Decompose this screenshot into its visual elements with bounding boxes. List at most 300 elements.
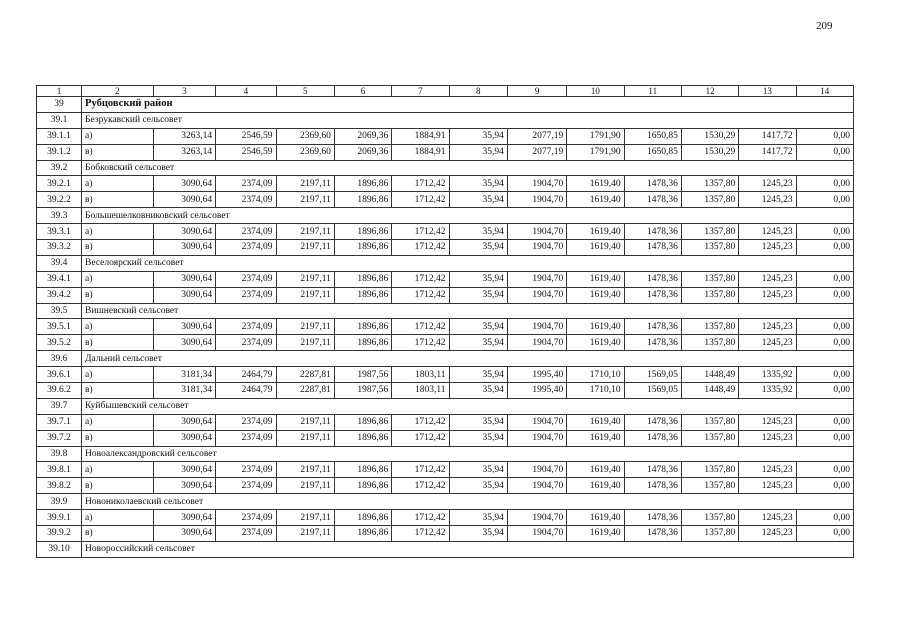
- row-code: 39.8: [37, 446, 82, 462]
- value-cell: 2197,11: [276, 224, 334, 240]
- value-cell: 0,00: [796, 224, 853, 240]
- value-cell: 1710,10: [567, 367, 624, 383]
- value-cell: 1357,80: [681, 335, 738, 351]
- value-cell: 1803,11: [392, 367, 449, 383]
- value-cell: 2197,11: [276, 319, 334, 335]
- value-cell: 1478,36: [624, 430, 681, 446]
- value-cell: 2464,79: [216, 383, 276, 399]
- value-cell: 2197,11: [276, 287, 334, 303]
- value-cell: 35,94: [449, 287, 507, 303]
- column-number-cell: 5: [276, 86, 334, 97]
- value-cell: 2546,59: [216, 128, 276, 144]
- value-cell: 1569,05: [624, 383, 681, 399]
- value-cell: 35,94: [449, 478, 507, 494]
- value-cell: 2369,60: [276, 128, 334, 144]
- value-cell: 1478,36: [624, 478, 681, 494]
- value-cell: 1712,42: [392, 192, 449, 208]
- table-row: [37, 510, 854, 526]
- value-cell: 1896,86: [334, 192, 391, 208]
- value-cell: 0,00: [796, 510, 853, 526]
- table-row: [37, 144, 854, 160]
- value-cell: 3090,64: [153, 462, 215, 478]
- value-cell: 2374,09: [216, 510, 276, 526]
- table-row: [37, 224, 854, 240]
- value-cell: 1478,36: [624, 414, 681, 430]
- value-cell: 3090,64: [153, 526, 215, 542]
- value-cell: 3090,64: [153, 271, 215, 287]
- value-cell: 1335,92: [739, 383, 796, 399]
- value-cell: 1478,36: [624, 526, 681, 542]
- value-cell: 1448,49: [681, 383, 738, 399]
- value-cell: 2287,81: [276, 367, 334, 383]
- value-cell: 1712,42: [392, 335, 449, 351]
- tariff-table: [36, 85, 854, 558]
- value-cell: 1245,23: [739, 271, 796, 287]
- row-label: в): [82, 526, 154, 542]
- value-cell: 1245,23: [739, 319, 796, 335]
- value-cell: 1884,91: [392, 128, 449, 144]
- column-number-cell: 8: [449, 86, 507, 97]
- value-cell: 3090,64: [153, 510, 215, 526]
- value-cell: 3263,14: [153, 144, 215, 160]
- table-row: [37, 430, 854, 446]
- value-cell: 1478,36: [624, 335, 681, 351]
- value-cell: 1619,40: [567, 335, 624, 351]
- value-cell: 2374,09: [216, 319, 276, 335]
- value-cell: 1619,40: [567, 271, 624, 287]
- section-row: [37, 446, 854, 462]
- value-cell: 3090,64: [153, 224, 215, 240]
- row-code: 39.1.2: [37, 144, 82, 160]
- value-cell: 2197,11: [276, 271, 334, 287]
- row-code: 39: [37, 97, 82, 113]
- row-label: а): [82, 510, 154, 526]
- value-cell: 35,94: [449, 271, 507, 287]
- section-name: Бобковский сельсовет: [82, 160, 854, 176]
- value-cell: 35,94: [449, 319, 507, 335]
- value-cell: 1710,10: [567, 383, 624, 399]
- column-number-cell: 4: [216, 86, 276, 97]
- value-cell: 35,94: [449, 176, 507, 192]
- row-code: 39.2.2: [37, 192, 82, 208]
- value-cell: 1357,80: [681, 478, 738, 494]
- row-code: 39.4.2: [37, 287, 82, 303]
- value-cell: 1357,80: [681, 176, 738, 192]
- value-cell: 1650,85: [624, 144, 681, 160]
- value-cell: 1712,42: [392, 271, 449, 287]
- value-cell: 1530,29: [681, 128, 738, 144]
- value-cell: 1650,85: [624, 128, 681, 144]
- column-number-cell: 11: [624, 86, 681, 97]
- value-cell: 1712,42: [392, 478, 449, 494]
- value-cell: 1357,80: [681, 319, 738, 335]
- column-number-cell: 9: [507, 86, 566, 97]
- value-cell: 2374,09: [216, 526, 276, 542]
- value-cell: 1904,70: [507, 224, 566, 240]
- value-cell: 1357,80: [681, 526, 738, 542]
- value-cell: 1619,40: [567, 176, 624, 192]
- value-cell: 35,94: [449, 526, 507, 542]
- row-code: 39.5.1: [37, 319, 82, 335]
- value-cell: 2197,11: [276, 462, 334, 478]
- table-row: [37, 287, 854, 303]
- value-cell: 0,00: [796, 176, 853, 192]
- value-cell: 3090,64: [153, 414, 215, 430]
- value-cell: 1791,90: [567, 128, 624, 144]
- value-cell: 1619,40: [567, 478, 624, 494]
- row-code: 39.8.2: [37, 478, 82, 494]
- row-label: в): [82, 430, 154, 446]
- row-code: 39.5.2: [37, 335, 82, 351]
- value-cell: 0,00: [796, 526, 853, 542]
- section-name: Большешелковниковский сельсовет: [82, 208, 854, 224]
- row-code: 39.6: [37, 351, 82, 367]
- row-code: 39.8.1: [37, 462, 82, 478]
- value-cell: 1357,80: [681, 240, 738, 256]
- row-code: 39.9.2: [37, 526, 82, 542]
- value-cell: 1896,86: [334, 240, 391, 256]
- value-cell: 1619,40: [567, 462, 624, 478]
- section-row: [37, 494, 854, 510]
- value-cell: 1357,80: [681, 430, 738, 446]
- value-cell: 3090,64: [153, 176, 215, 192]
- column-number-row: [37, 86, 854, 97]
- value-cell: 2464,79: [216, 367, 276, 383]
- value-cell: 1904,70: [507, 271, 566, 287]
- value-cell: 1791,90: [567, 144, 624, 160]
- value-cell: 1619,40: [567, 319, 624, 335]
- value-cell: 1904,70: [507, 430, 566, 446]
- value-cell: 1712,42: [392, 510, 449, 526]
- table-row: [37, 478, 854, 494]
- row-label: а): [82, 176, 154, 192]
- value-cell: 1712,42: [392, 224, 449, 240]
- value-cell: 1619,40: [567, 287, 624, 303]
- value-cell: 35,94: [449, 383, 507, 399]
- value-cell: 2077,19: [507, 128, 566, 144]
- row-code: 39.4.1: [37, 271, 82, 287]
- row-code: 39.7.1: [37, 414, 82, 430]
- row-code: 39.3: [37, 208, 82, 224]
- value-cell: 1904,70: [507, 526, 566, 542]
- value-cell: 0,00: [796, 335, 853, 351]
- value-cell: 2197,11: [276, 192, 334, 208]
- value-cell: 1904,70: [507, 192, 566, 208]
- value-cell: 1245,23: [739, 240, 796, 256]
- value-cell: 2197,11: [276, 414, 334, 430]
- value-cell: 1357,80: [681, 414, 738, 430]
- value-cell: 0,00: [796, 462, 853, 478]
- value-cell: 1712,42: [392, 462, 449, 478]
- column-number-cell: 10: [567, 86, 624, 97]
- section-row: [37, 351, 854, 367]
- section-name: Новороссийский сельсовет: [82, 541, 854, 557]
- column-number-cell: 6: [334, 86, 391, 97]
- district-row: [37, 97, 854, 113]
- value-cell: 3090,64: [153, 287, 215, 303]
- value-cell: 0,00: [796, 367, 853, 383]
- value-cell: 1357,80: [681, 462, 738, 478]
- row-label: а): [82, 462, 154, 478]
- value-cell: 1712,42: [392, 240, 449, 256]
- table-row: [37, 319, 854, 335]
- value-cell: 35,94: [449, 240, 507, 256]
- value-cell: 35,94: [449, 128, 507, 144]
- row-label: в): [82, 478, 154, 494]
- column-number-cell: 13: [739, 86, 796, 97]
- section-name: Вишневский сельсовет: [82, 303, 854, 319]
- table-row: [37, 176, 854, 192]
- value-cell: 0,00: [796, 271, 853, 287]
- value-cell: 0,00: [796, 240, 853, 256]
- section-name: Новониколаевский сельсовет: [82, 494, 854, 510]
- value-cell: 1619,40: [567, 240, 624, 256]
- column-number-cell: 2: [82, 86, 154, 97]
- value-cell: 1478,36: [624, 462, 681, 478]
- value-cell: 2197,11: [276, 335, 334, 351]
- row-code: 39.2.1: [37, 176, 82, 192]
- value-cell: 1987,56: [334, 367, 391, 383]
- value-cell: 35,94: [449, 462, 507, 478]
- value-cell: 35,94: [449, 510, 507, 526]
- section-row: [37, 398, 854, 414]
- value-cell: 2197,11: [276, 176, 334, 192]
- value-cell: 1896,86: [334, 224, 391, 240]
- value-cell: 3090,64: [153, 192, 215, 208]
- value-cell: 3181,34: [153, 367, 215, 383]
- table-row: [37, 462, 854, 478]
- table-row: [37, 335, 854, 351]
- value-cell: 35,94: [449, 367, 507, 383]
- value-cell: 1896,86: [334, 335, 391, 351]
- value-cell: 1712,42: [392, 414, 449, 430]
- value-cell: 1904,70: [507, 510, 566, 526]
- value-cell: 1478,36: [624, 287, 681, 303]
- page-number: 209: [816, 20, 833, 32]
- value-cell: 1245,23: [739, 176, 796, 192]
- value-cell: 1896,86: [334, 430, 391, 446]
- value-cell: 1478,36: [624, 240, 681, 256]
- value-cell: 1245,23: [739, 287, 796, 303]
- value-cell: 1987,56: [334, 383, 391, 399]
- value-cell: 1712,42: [392, 526, 449, 542]
- value-cell: 1904,70: [507, 335, 566, 351]
- column-number-cell: 1: [37, 86, 82, 97]
- value-cell: 1357,80: [681, 510, 738, 526]
- row-label: в): [82, 144, 154, 160]
- value-cell: 0,00: [796, 478, 853, 494]
- row-code: 39.6.2: [37, 383, 82, 399]
- row-code: 39.4: [37, 255, 82, 271]
- row-code: 39.1.1: [37, 128, 82, 144]
- section-row: [37, 160, 854, 176]
- value-cell: 35,94: [449, 144, 507, 160]
- table-row: [37, 367, 854, 383]
- value-cell: 1619,40: [567, 510, 624, 526]
- value-cell: 1904,70: [507, 287, 566, 303]
- value-cell: 1904,70: [507, 176, 566, 192]
- value-cell: 0,00: [796, 144, 853, 160]
- value-cell: 1245,23: [739, 510, 796, 526]
- value-cell: 1245,23: [739, 462, 796, 478]
- value-cell: 1619,40: [567, 430, 624, 446]
- column-number-cell: 12: [681, 86, 738, 97]
- row-code: 39.2: [37, 160, 82, 176]
- row-code: 39.7: [37, 398, 82, 414]
- row-label: а): [82, 367, 154, 383]
- value-cell: 0,00: [796, 430, 853, 446]
- value-cell: 1896,86: [334, 414, 391, 430]
- value-cell: 2197,11: [276, 478, 334, 494]
- value-cell: 1619,40: [567, 192, 624, 208]
- row-label: в): [82, 240, 154, 256]
- row-code: 39.6.1: [37, 367, 82, 383]
- value-cell: 2374,09: [216, 287, 276, 303]
- value-cell: 2374,09: [216, 176, 276, 192]
- value-cell: 1896,86: [334, 176, 391, 192]
- value-cell: 35,94: [449, 414, 507, 430]
- value-cell: 1245,23: [739, 526, 796, 542]
- value-cell: 2374,09: [216, 271, 276, 287]
- value-cell: 1478,36: [624, 510, 681, 526]
- value-cell: 1712,42: [392, 319, 449, 335]
- value-cell: 2197,11: [276, 240, 334, 256]
- section-name: Куйбышевский сельсовет: [82, 398, 854, 414]
- value-cell: 1417,72: [739, 128, 796, 144]
- value-cell: 3090,64: [153, 430, 215, 446]
- value-cell: 1448,49: [681, 367, 738, 383]
- value-cell: 3181,34: [153, 383, 215, 399]
- value-cell: 1619,40: [567, 414, 624, 430]
- table-row: [37, 414, 854, 430]
- value-cell: 1245,23: [739, 478, 796, 494]
- row-label: в): [82, 335, 154, 351]
- value-cell: 1904,70: [507, 478, 566, 494]
- value-cell: 0,00: [796, 128, 853, 144]
- value-cell: 2197,11: [276, 430, 334, 446]
- section-row: [37, 112, 854, 128]
- value-cell: 2374,09: [216, 478, 276, 494]
- value-cell: 3090,64: [153, 319, 215, 335]
- row-label: а): [82, 271, 154, 287]
- value-cell: 1896,86: [334, 526, 391, 542]
- value-cell: 1245,23: [739, 335, 796, 351]
- value-cell: 1245,23: [739, 224, 796, 240]
- value-cell: 1712,42: [392, 176, 449, 192]
- value-cell: 3090,64: [153, 335, 215, 351]
- value-cell: 0,00: [796, 287, 853, 303]
- value-cell: 1619,40: [567, 224, 624, 240]
- value-cell: 2374,09: [216, 192, 276, 208]
- section-row: [37, 541, 854, 557]
- value-cell: 0,00: [796, 414, 853, 430]
- value-cell: 2069,36: [334, 128, 391, 144]
- row-label: а): [82, 414, 154, 430]
- row-label: а): [82, 319, 154, 335]
- value-cell: 1478,36: [624, 319, 681, 335]
- value-cell: 1896,86: [334, 510, 391, 526]
- value-cell: 1896,86: [334, 271, 391, 287]
- value-cell: 1357,80: [681, 192, 738, 208]
- value-cell: 1357,80: [681, 224, 738, 240]
- value-cell: 2197,11: [276, 526, 334, 542]
- value-cell: 2374,09: [216, 240, 276, 256]
- value-cell: 2374,09: [216, 462, 276, 478]
- row-label: в): [82, 192, 154, 208]
- section-name: Веселоярский сельсовет: [82, 255, 854, 271]
- section-row: [37, 255, 854, 271]
- value-cell: 2287,81: [276, 383, 334, 399]
- value-cell: 1995,40: [507, 383, 566, 399]
- value-cell: 1357,80: [681, 287, 738, 303]
- value-cell: 1357,80: [681, 271, 738, 287]
- value-cell: 1478,36: [624, 192, 681, 208]
- section-name: Новоалександровский сельсовет: [82, 446, 854, 462]
- value-cell: 1904,70: [507, 462, 566, 478]
- column-number-cell: 7: [392, 86, 449, 97]
- section-name: Безрукавский сельсовет: [82, 112, 854, 128]
- value-cell: 1478,36: [624, 271, 681, 287]
- value-cell: 1884,91: [392, 144, 449, 160]
- value-cell: 3090,64: [153, 478, 215, 494]
- value-cell: 2374,09: [216, 414, 276, 430]
- value-cell: 1478,36: [624, 176, 681, 192]
- value-cell: 35,94: [449, 224, 507, 240]
- table-row: [37, 192, 854, 208]
- row-label: в): [82, 383, 154, 399]
- value-cell: 1896,86: [334, 319, 391, 335]
- row-code: 39.1: [37, 112, 82, 128]
- value-cell: 1712,42: [392, 287, 449, 303]
- row-code: 39.7.2: [37, 430, 82, 446]
- value-cell: 0,00: [796, 319, 853, 335]
- value-cell: 2546,59: [216, 144, 276, 160]
- value-cell: 0,00: [796, 383, 853, 399]
- value-cell: 1245,23: [739, 430, 796, 446]
- row-label: а): [82, 128, 154, 144]
- value-cell: 1530,29: [681, 144, 738, 160]
- value-cell: 1245,23: [739, 414, 796, 430]
- row-code: 39.9.1: [37, 510, 82, 526]
- value-cell: 3263,14: [153, 128, 215, 144]
- value-cell: 35,94: [449, 430, 507, 446]
- value-cell: 3090,64: [153, 240, 215, 256]
- value-cell: 2077,19: [507, 144, 566, 160]
- section-row: [37, 303, 854, 319]
- value-cell: 1245,23: [739, 192, 796, 208]
- value-cell: 1619,40: [567, 526, 624, 542]
- value-cell: 1995,40: [507, 367, 566, 383]
- value-cell: 1803,11: [392, 383, 449, 399]
- column-number-cell: 3: [153, 86, 215, 97]
- value-cell: 2197,11: [276, 510, 334, 526]
- column-number-cell: 14: [796, 86, 853, 97]
- value-cell: 1896,86: [334, 478, 391, 494]
- value-cell: 1904,70: [507, 414, 566, 430]
- value-cell: 2374,09: [216, 430, 276, 446]
- table-row: [37, 271, 854, 287]
- value-cell: 1896,86: [334, 287, 391, 303]
- row-code: 39.3.2: [37, 240, 82, 256]
- row-code: 39.9: [37, 494, 82, 510]
- value-cell: 2369,60: [276, 144, 334, 160]
- row-label: в): [82, 287, 154, 303]
- table-row: [37, 240, 854, 256]
- value-cell: 1904,70: [507, 240, 566, 256]
- row-label: а): [82, 224, 154, 240]
- value-cell: 1896,86: [334, 462, 391, 478]
- table-row: [37, 383, 854, 399]
